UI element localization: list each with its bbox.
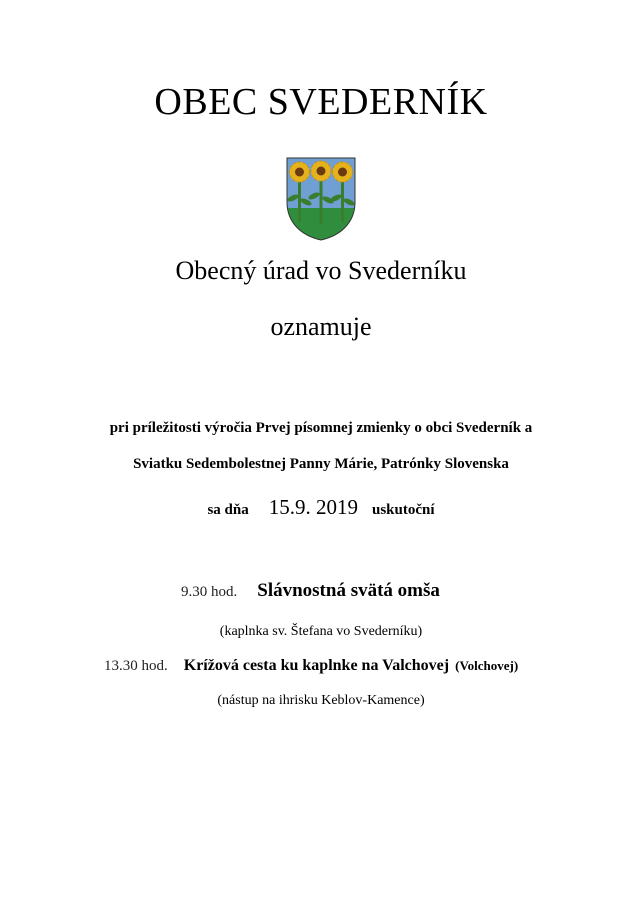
- date-suffix: uskutoční: [372, 502, 435, 518]
- event-name-extra: (Volchovej): [455, 658, 519, 673]
- event-time: 13.30 hod.: [104, 658, 168, 674]
- coat-of-arms-icon: [273, 150, 369, 246]
- page-title: OBEC SVEDERNÍK: [154, 81, 488, 123]
- occasion-line-2: Sviatku Sedembolestnej Panny Márie, Patrónky Slovenska: [133, 456, 509, 472]
- occasion-line-1: pri príležitosti výročia Prvej písomnej zmienky o obci Svederník a: [109, 420, 533, 436]
- event-row: [104, 657, 518, 675]
- event-place: (kaplnka sv. Štefana vo Svederníku): [219, 624, 423, 639]
- event-date: 15.9. 2019: [268, 495, 358, 519]
- date-prefix: sa dňa: [207, 502, 249, 518]
- event-name: Krížová cesta ku kaplnke na Valchovej: [183, 657, 450, 674]
- event-row: [181, 580, 440, 602]
- date-line: [0, 495, 642, 520]
- office-heading: Obecný úrad vo Svederníku: [175, 256, 467, 285]
- event-name: Slávnostná svätá omša: [257, 580, 440, 601]
- event-time: 9.30 hod.: [181, 584, 238, 600]
- announces-heading: oznamuje: [270, 312, 372, 341]
- event-place: (nástup na ihrisku Keblov-Kamence): [217, 693, 425, 708]
